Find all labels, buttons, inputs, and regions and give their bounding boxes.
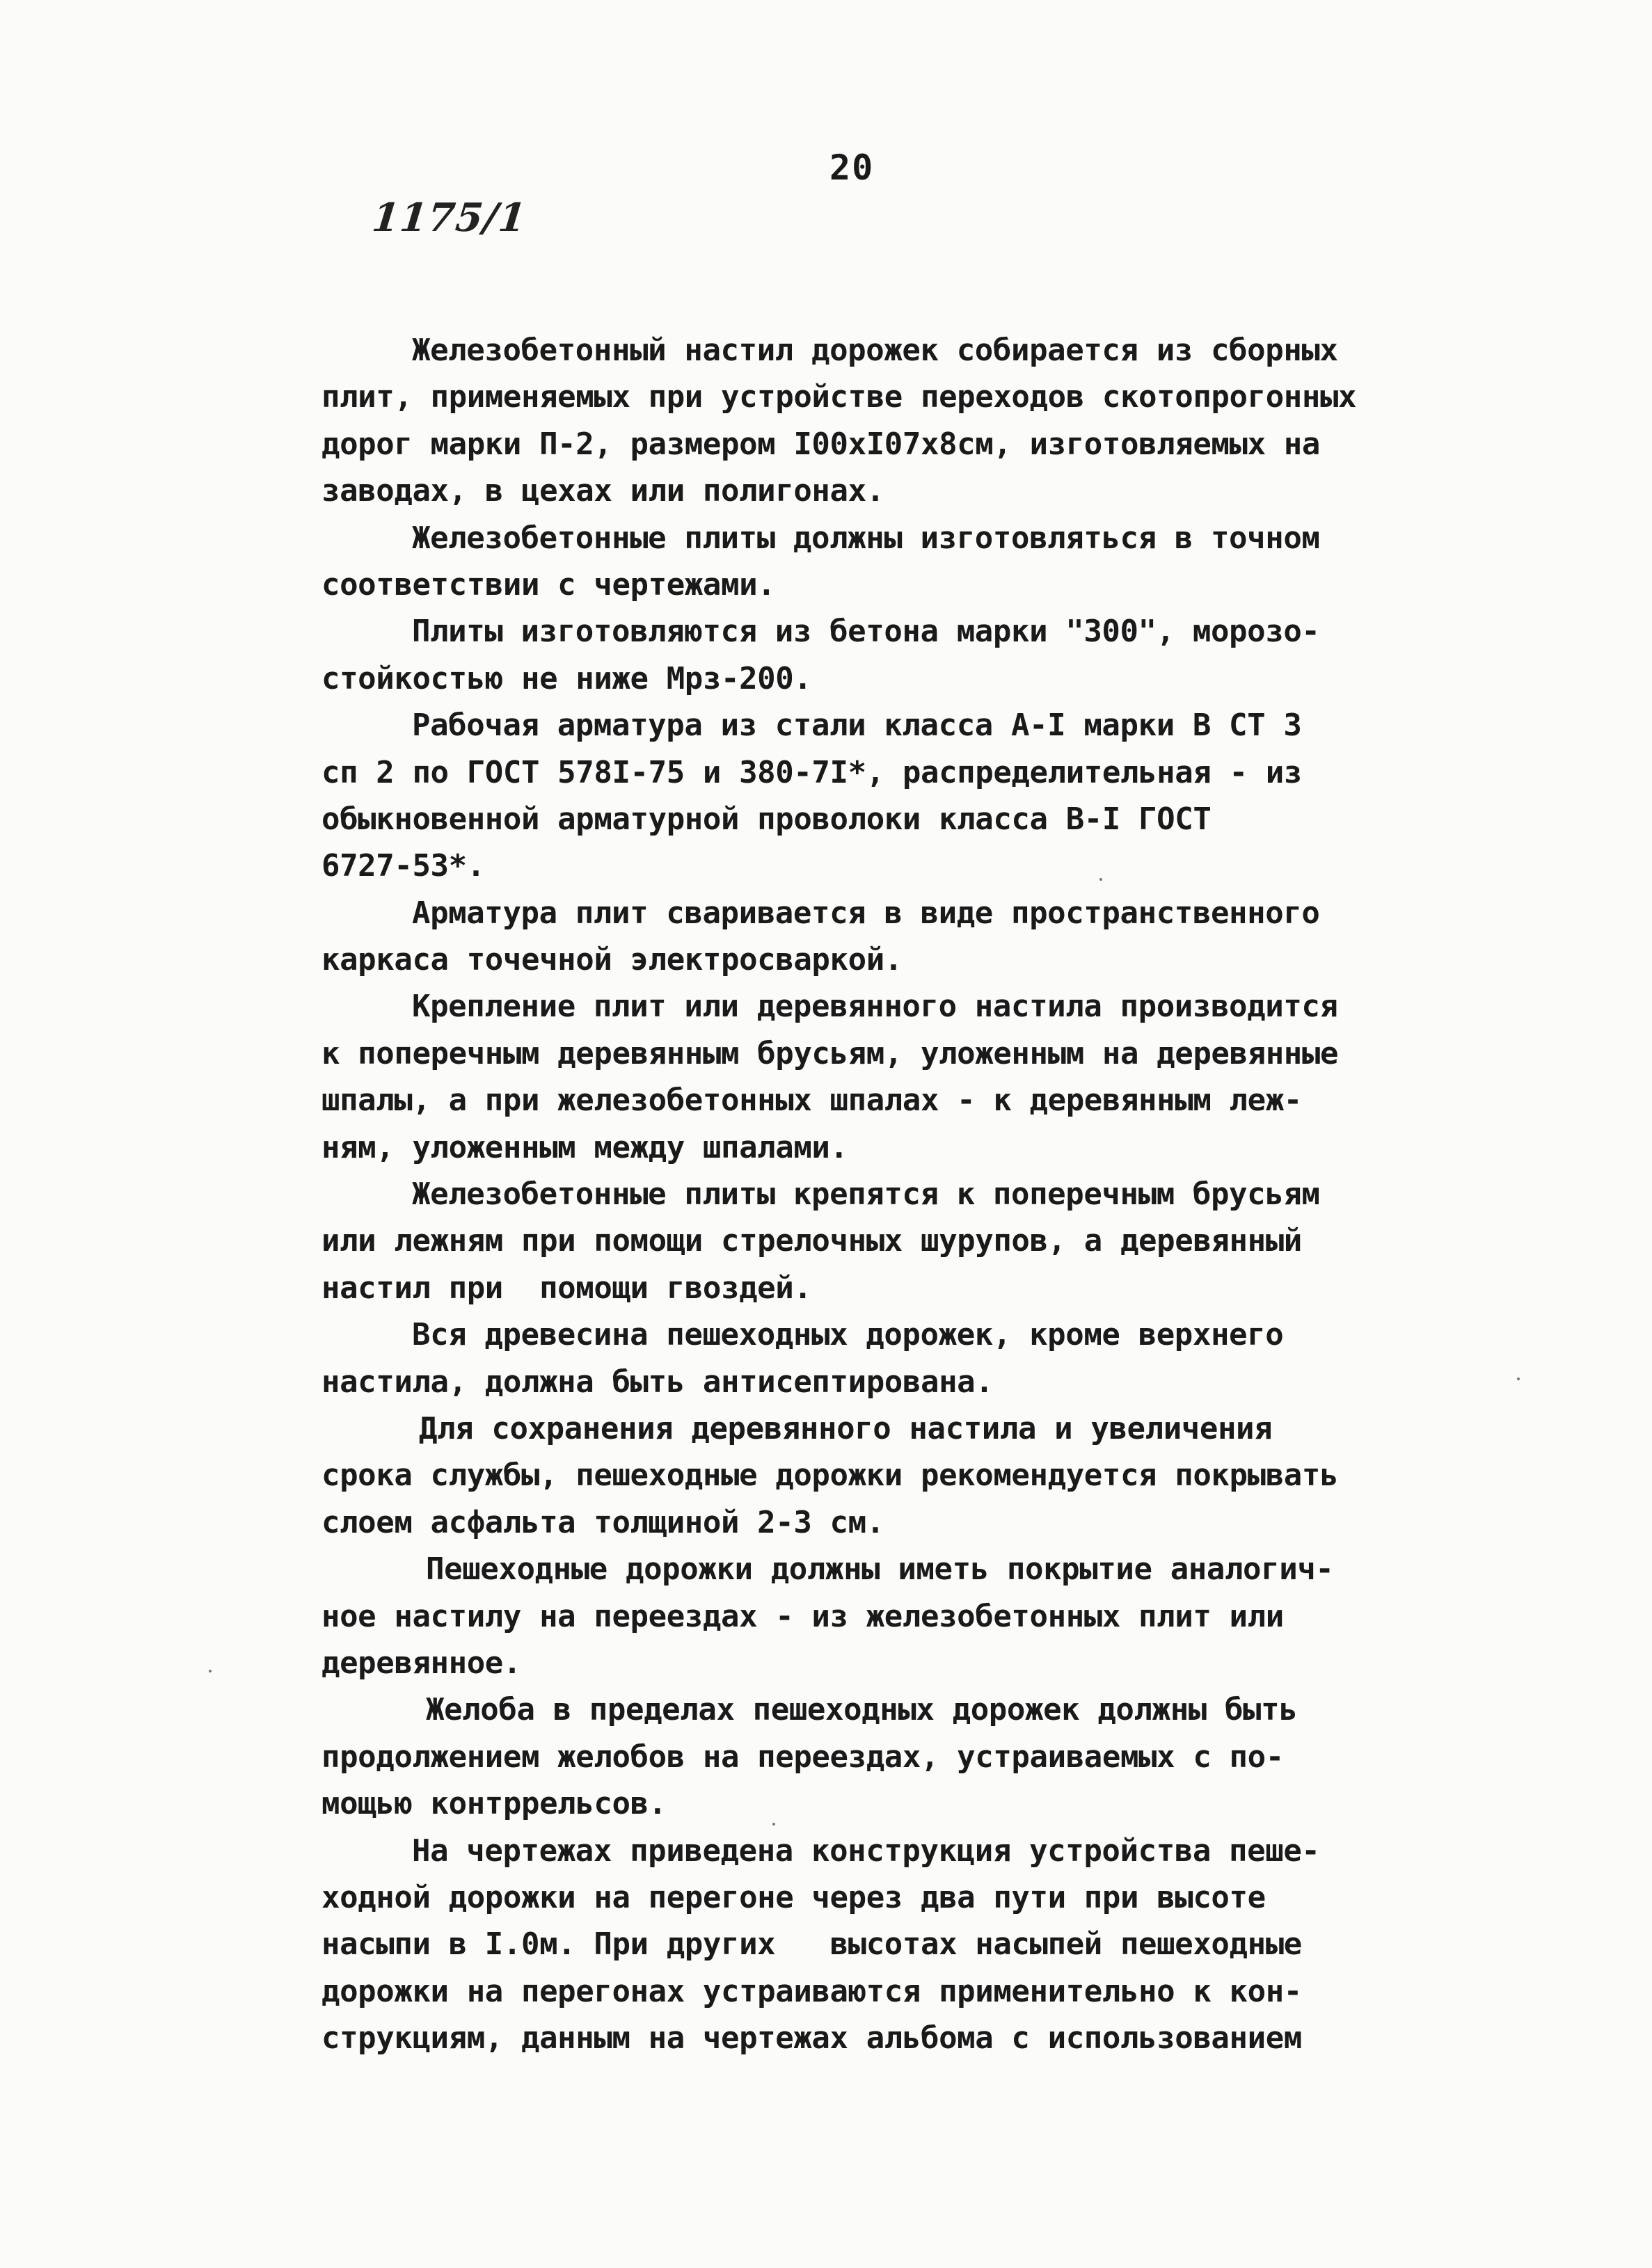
text-line: Арматура плит сваривается в виде пространственного [412, 895, 1320, 931]
text-line: шпалы, а при железобетонных шпалах - к деревянным леж- [321, 1083, 1302, 1119]
text-line: стойкостью не ниже Мрз-200. [321, 660, 812, 696]
text-line: Железобетонные плиты крепятся к поперечным брусьям [412, 1176, 1320, 1213]
text-line: настила, должна быть антисептирована. [321, 1364, 994, 1400]
text-line: деревянное. [321, 1645, 521, 1681]
text-line: слоем асфальта толщиной 2-3 см. [321, 1504, 884, 1540]
text-line: плит, применяемых при устройстве переходов скотопрогонных [321, 379, 1357, 415]
text-line: сп 2 по ГОСТ 578I-75 и 380-7I*, распределительная - из [321, 754, 1302, 790]
text-line: Для сохранения деревянного настила и увеличения [419, 1410, 1273, 1446]
text-line: заводах, в цехах или полигонах. [321, 473, 884, 509]
scan-speck [209, 1670, 212, 1672]
text-line: продолжением желобов на переездах, устраиваемых с по- [321, 1739, 1284, 1775]
text-line: Железобетонный настил дорожек собирается из сборных [412, 333, 1338, 368]
text-line: обыкновенной арматурной проволоки класса В-I ГОСТ [321, 801, 1212, 837]
text-line: На чертежах приведена конструкция устройства пеше- [412, 1832, 1320, 1869]
scan-speck [1099, 878, 1102, 881]
text-line: ням, уложенным между шпалами. [321, 1129, 848, 1165]
text-line: к поперечным деревянным брусьям, уложенным на деревянные [321, 1035, 1339, 1071]
scan-speck [1517, 1377, 1520, 1380]
page-number: 20 [829, 147, 875, 188]
text-line: Пешеходные дорожки должны иметь покрытие аналогич- [426, 1551, 1334, 1588]
scan-speck [772, 1823, 775, 1826]
text-line: дорог марки П-2, размером I00xI07x8см, изготовляемых на [321, 426, 1320, 462]
text-line: струкциям, данным на чертежах альбома с использованием [321, 2020, 1302, 2057]
text-line: дорожки на перегонах устраиваются применительно к кон- [321, 1973, 1302, 2009]
body-text [321, 327, 1407, 2061]
text-line: каркаса точечной электросваркой. [321, 942, 903, 978]
handwritten-doc-code: 1175/1 [370, 195, 529, 241]
text-line: Плиты изготовляются из бетона марки "300", морозо- [412, 614, 1320, 650]
text-line: настил при помощи гвоздей. [321, 1270, 812, 1306]
text-line: Вся древесина пешеходных дорожек, кроме верхнего [412, 1317, 1284, 1353]
text-line: ходной дорожки на перегоне через два пути при высоте [321, 1879, 1266, 1915]
text-line: или лежням при помощи стрелочных шурупов, а деревянный [321, 1223, 1302, 1259]
text-line: Рабочая арматура из стали класса А-I марки В СТ 3 [412, 708, 1302, 744]
text-line: ное настилу на переездах - из железобетонных плит или [321, 1598, 1284, 1634]
text-line: срока службы, пешеходные дорожки рекомендуется покрывать [321, 1458, 1339, 1494]
text-line: соответствии с чертежами. [321, 566, 776, 602]
text-line: насыпи в I.0м. При других высотах насыпей пешеходные [321, 1926, 1302, 1963]
text-line: Желоба в пределах пешеходных дорожек должны быть [426, 1692, 1298, 1728]
text-line: Железобетонные плиты должны изготовляться в точном [412, 520, 1320, 556]
text-line: 6727-53*. [321, 848, 485, 884]
text-line: мощью контррельсов. [321, 1786, 667, 1822]
text-line: Крепление плит или деревянного настила производится [412, 989, 1338, 1025]
